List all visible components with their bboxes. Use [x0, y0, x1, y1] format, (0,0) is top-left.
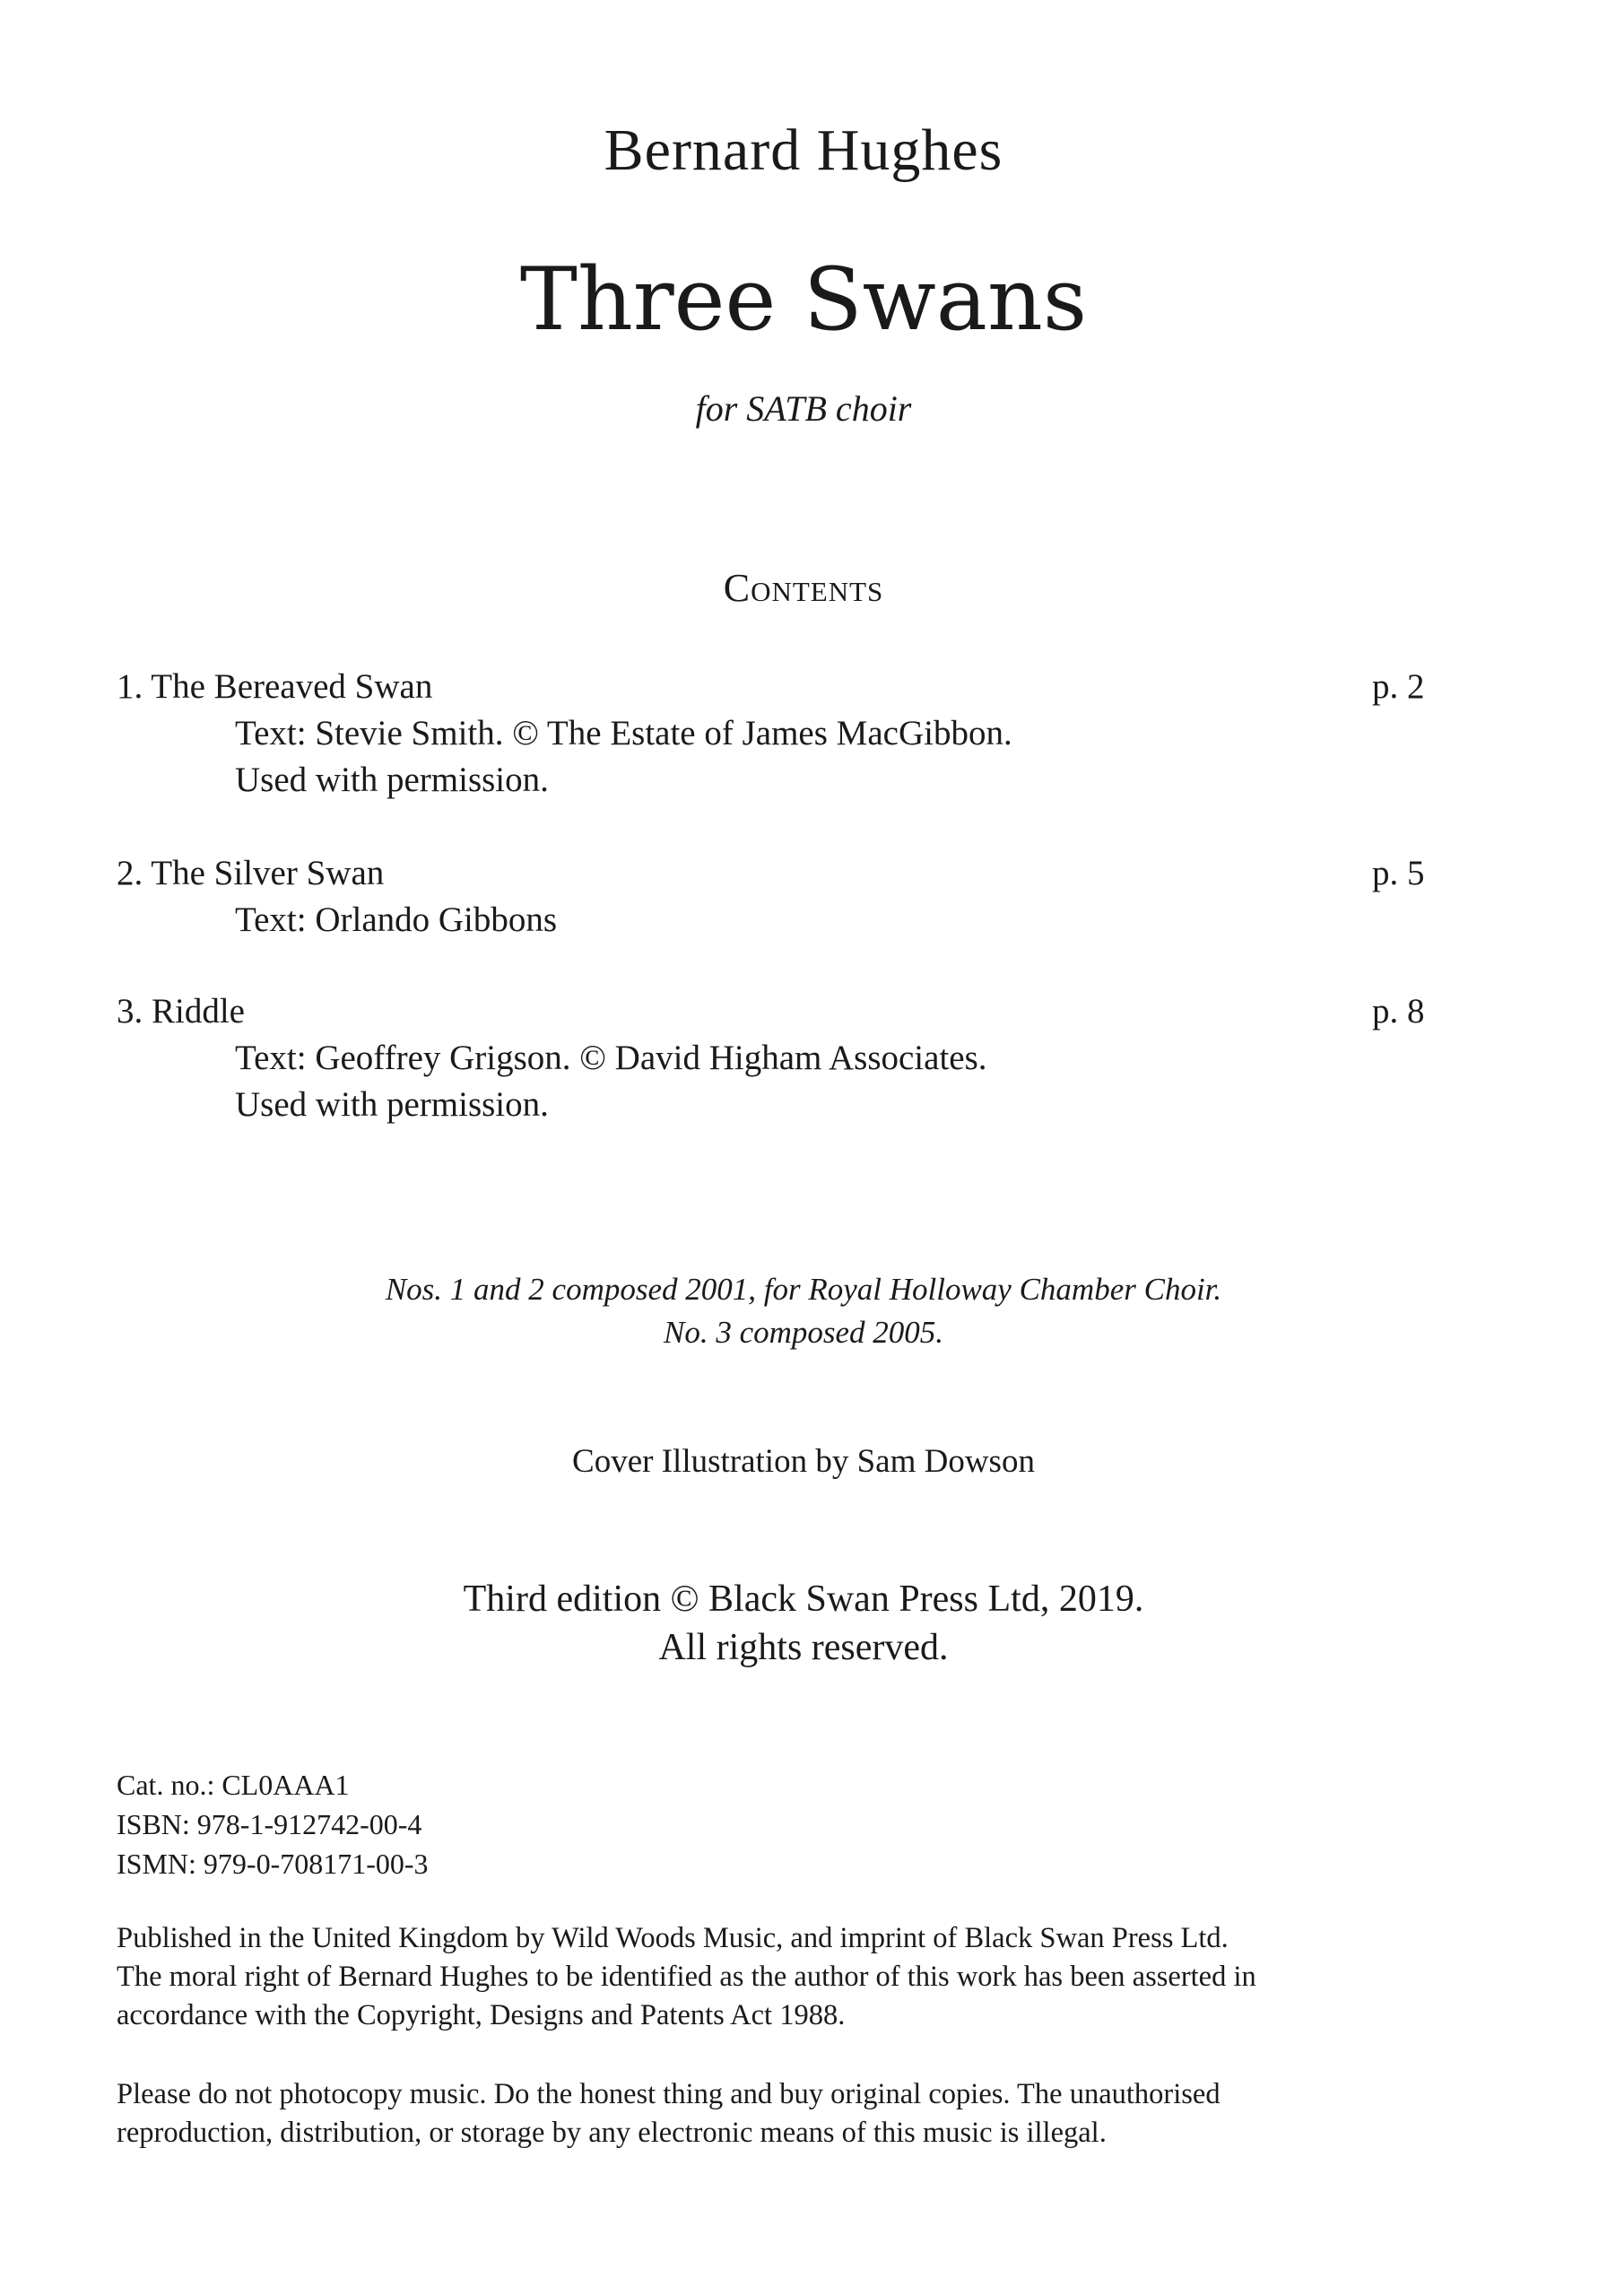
cover-credit: Cover Illustration by Sam Dowson [572, 1443, 1035, 1480]
toc-entry-2 [117, 850, 1462, 944]
copying-warning [117, 2075, 1516, 2152]
toc-entry-page: p. 5 [1372, 854, 1425, 892]
composition-note-line: Nos. 1 and 2 composed 2001, for Royal Holloway Chamber Choir. [385, 1272, 1222, 1307]
publisher-notice-line: accordance with the Copyright, Designs and Patents Act 1988. [117, 1999, 846, 2031]
ismn-number: ISMN: 979-0-708171-00-3 [117, 1848, 429, 1880]
publisher-notice-line: Published in the United Kingdom by Wild Woods Music, and imprint of Black Swan Press Ltd. [117, 1922, 1229, 1954]
work-title: Three Swans [519, 249, 1088, 350]
contents-heading: Contents [723, 566, 884, 610]
copying-warning-line: reproduction, distribution, or storage by any electronic means of this music is illegal. [117, 2117, 1107, 2149]
toc-entry-3 [117, 988, 1462, 1128]
catalog-number: Cat. no.: CL0AAA1 [117, 1769, 350, 1801]
toc-entry-title: 2. The Silver Swan [117, 854, 385, 892]
toc-entry-page: p. 2 [1372, 667, 1425, 706]
toc-entry-page: p. 8 [1372, 992, 1425, 1031]
toc-entry-3-header [117, 988, 1462, 1035]
catalog-info [117, 1765, 429, 1883]
toc-entry-1-header [117, 664, 1462, 710]
composition-note-line: No. 3 composed 2005. [663, 1315, 944, 1350]
toc-entry-detail: Text: Orlando Gibbons [235, 900, 558, 939]
copying-warning-line: Please do not photocopy music. Do the honest thing and buy original copies. The unauthorised [117, 2078, 1220, 2110]
toc-entry-1 [117, 664, 1462, 804]
toc-entry-title: 3. Riddle [117, 992, 245, 1031]
toc-entry-title: 1. The Bereaved Swan [117, 667, 433, 706]
toc-entry-2-header [117, 850, 1462, 897]
toc-entry-detail: Used with permission. [235, 761, 549, 799]
toc-entry-detail: Text: Stevie Smith. © The Estate of James MacGibbon. [235, 714, 1012, 752]
publisher-notice-line: The moral right of Bernard Hughes to be identified as the author of this work has been asserted in [117, 1961, 1256, 1993]
composer-name: Bernard Hughes [604, 117, 1003, 183]
composition-notes [0, 1268, 1607, 1354]
isbn-number: ISBN: 978-1-912742-00-4 [117, 1808, 422, 1840]
rights-line: All rights reserved. [658, 1627, 949, 1668]
edition-notice [0, 1575, 1607, 1672]
toc-entry-detail: Text: Geoffrey Grigson. © David Higham Associates. [235, 1039, 987, 1077]
work-subtitle: for SATB choir [695, 388, 912, 429]
edition-line: Third edition © Black Swan Press Ltd, 2019. [463, 1578, 1144, 1620]
publisher-notice [117, 1919, 1516, 2035]
toc-entry-detail: Used with permission. [235, 1085, 549, 1124]
